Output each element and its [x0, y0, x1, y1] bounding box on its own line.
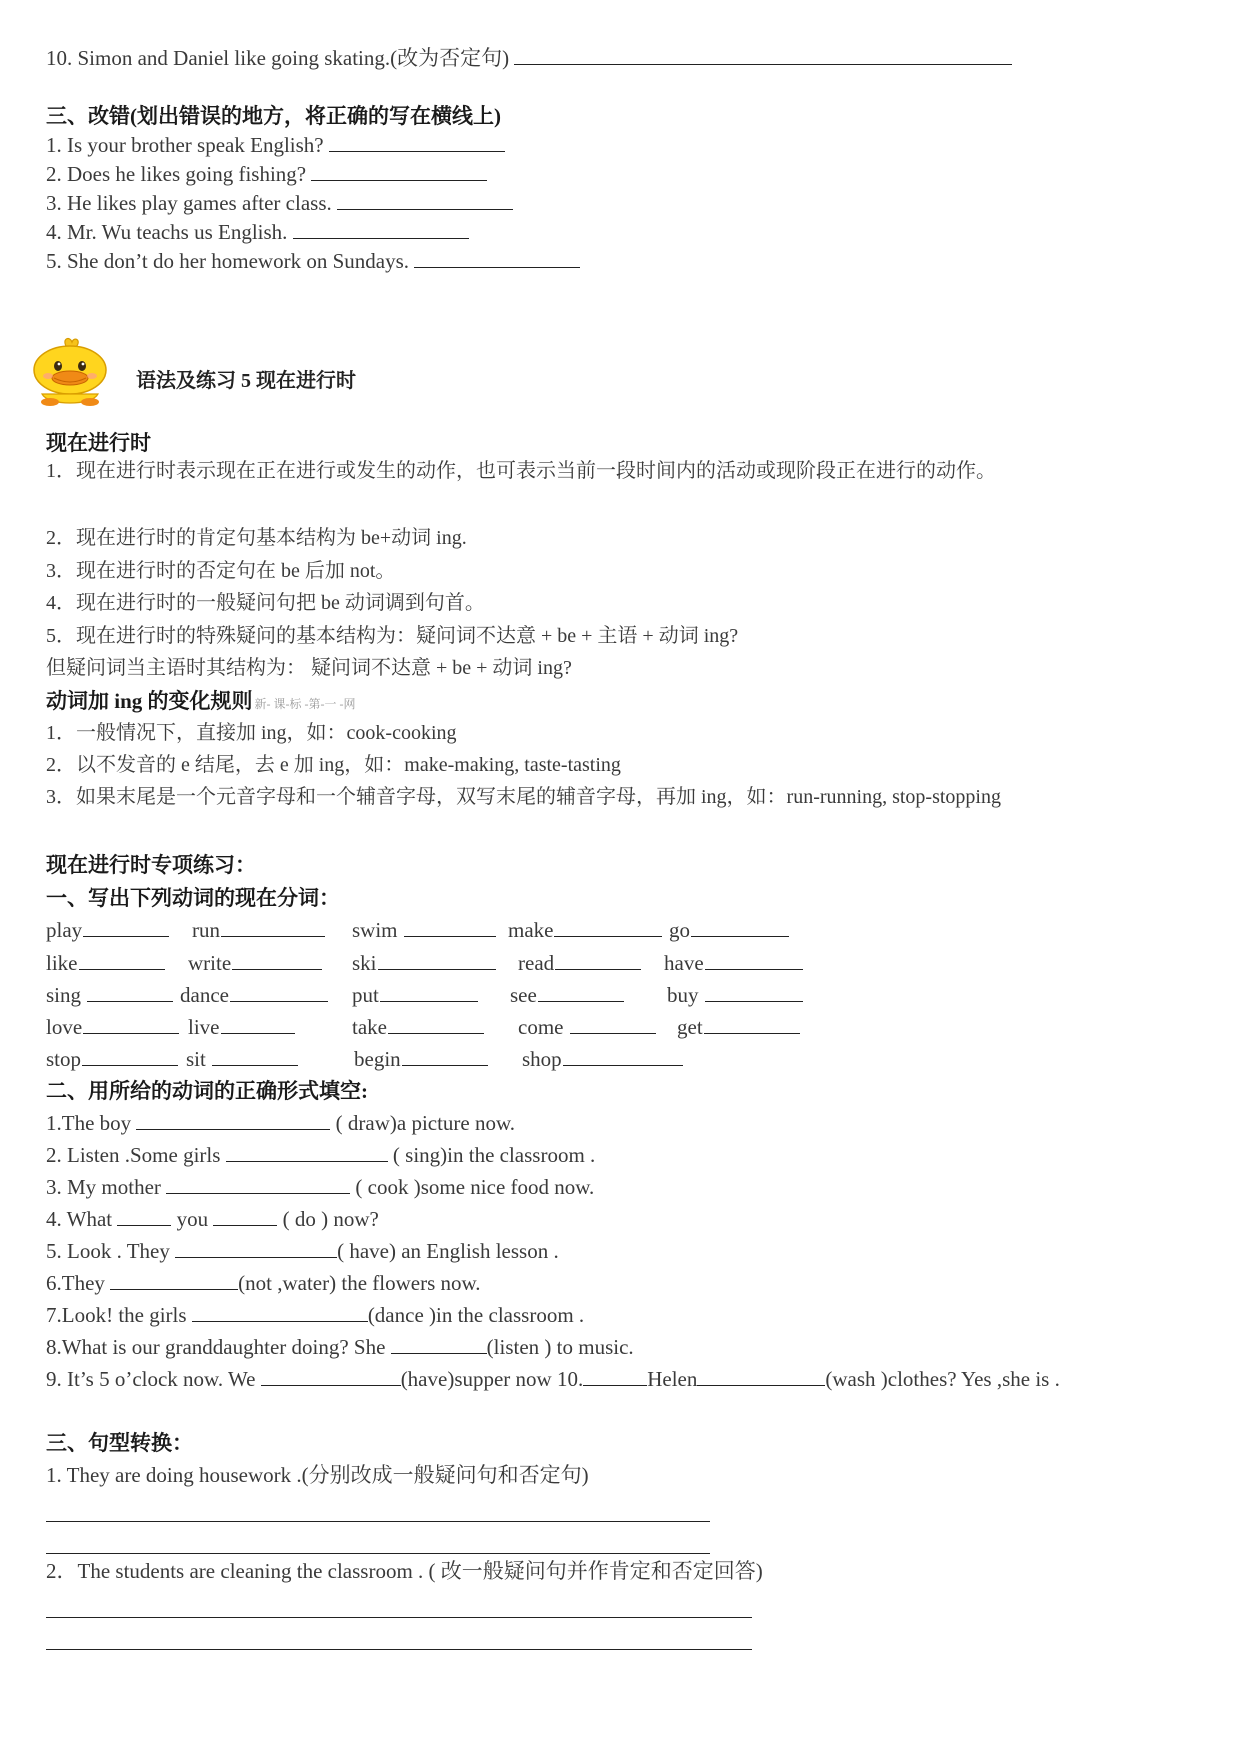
answer-blank[interactable] [414, 247, 580, 268]
section-title-participles: 一、写出下列动词的现在分词： [46, 886, 340, 910]
fill-item [46, 1109, 515, 1137]
verb-item [188, 1013, 295, 1041]
verb-label: buy [667, 983, 699, 1007]
answer-blank[interactable] [87, 981, 173, 1002]
answer-blank[interactable] [378, 949, 496, 970]
verb-label: see [510, 983, 537, 1007]
fill-item-hint: (not ,water) the flowers now. [238, 1271, 481, 1295]
fill-item-text: 2. Listen .Some girls [46, 1143, 221, 1167]
verb-label: read [518, 951, 555, 975]
correction-item [46, 189, 513, 217]
answer-blank[interactable] [514, 44, 1012, 65]
verb-item [46, 916, 169, 944]
verb-item [508, 916, 662, 944]
fill-item-text: 1.The boy [46, 1111, 132, 1135]
verb-item [354, 1045, 488, 1073]
answer-blank[interactable] [293, 218, 469, 239]
fill-item [46, 1301, 584, 1329]
answer-line[interactable] [46, 1521, 710, 1522]
fill-item [46, 1365, 1060, 1393]
verb-label: run [192, 918, 220, 942]
verb-label: take [352, 1015, 387, 1039]
answer-blank[interactable] [704, 1013, 800, 1034]
grammar-rule: 1．现在进行时表示现在正在进行或发生的动作，也可表示当前一段时间内的活动或现阶段正在进行的动作。 [46, 460, 996, 482]
answer-blank[interactable] [329, 131, 505, 152]
correction-item-text: 1. Is your brother speak English? [46, 133, 324, 157]
fill-item [46, 1205, 379, 1233]
grammar-rule: 2．现在进行时的肯定句基本结构为 be+动词 ing. [46, 527, 467, 549]
answer-blank[interactable] [110, 1269, 238, 1290]
answer-blank[interactable] [232, 949, 322, 970]
verb-label: come [518, 1015, 564, 1039]
verb-label: write [188, 951, 232, 975]
verb-item [180, 981, 328, 1009]
verb-item [667, 981, 803, 1009]
fill-item-hint: (wash )clothes? Yes ,she is . [825, 1367, 1060, 1391]
verb-item [510, 981, 624, 1009]
verb-item [518, 949, 641, 977]
verb-label: begin [354, 1047, 401, 1071]
answer-blank[interactable] [83, 916, 169, 937]
fill-item-hint: ( sing)in the classroom . [392, 1143, 596, 1167]
verb-item [664, 949, 803, 977]
answer-blank[interactable] [117, 1205, 171, 1226]
correction-item-text: 4. Mr. Wu teachs us English. [46, 220, 288, 244]
ing-rules-heading [46, 687, 356, 718]
verb-item [522, 1045, 683, 1073]
verb-label: play [46, 918, 83, 942]
verb-label: go [669, 918, 690, 942]
answer-blank[interactable] [136, 1109, 330, 1130]
lesson-title: 语法及练习 5 现在进行时 [136, 370, 356, 392]
answer-blank[interactable] [175, 1237, 337, 1258]
answer-blank[interactable] [388, 1013, 484, 1034]
answer-blank[interactable] [212, 1045, 298, 1066]
question-10-text: 10. Simon and Daniel like going skating.(改为否定句) [46, 46, 510, 70]
ing-rules-heading-text: 动词加 ing 的变化规则 [46, 689, 253, 713]
verb-label: stop [46, 1047, 82, 1071]
fill-item-text: 8.What is our granddaughter doing? She [46, 1335, 386, 1359]
answer-blank[interactable] [166, 1173, 350, 1194]
verb-label: swim [352, 918, 398, 942]
practice-title: 现在进行时专项练习： [46, 853, 256, 877]
answer-blank[interactable] [391, 1333, 487, 1354]
answer-line[interactable] [46, 1617, 752, 1618]
ing-rule: 1．一般情况下，直接加 ing，如：cook-cooking [46, 722, 457, 744]
fill-item [46, 1269, 481, 1297]
fill-item [46, 1237, 559, 1265]
answer-blank[interactable] [83, 1013, 179, 1034]
section-title-correction: 三、改错(划出错误的地方，将正确的写在横线上) [46, 104, 501, 128]
correction-item [46, 131, 505, 159]
verb-item [46, 949, 165, 977]
correction-item-text: 2. Does he likes going fishing? [46, 162, 307, 186]
verb-item [669, 916, 789, 944]
verb-label: like [46, 951, 78, 975]
fill-item-hint: ( draw)a picture now. [335, 1111, 516, 1135]
ing-rule: 3．如果末尾是一个元音字母和一个辅音字母，双写末尾的辅音字母，再加 ing，如：run-running, stop-stopping [46, 786, 1001, 808]
fill-item-text: 5. Look . They [46, 1239, 170, 1263]
verb-label: have [664, 951, 704, 975]
section-title-transform: 三、句型转换： [46, 1431, 193, 1455]
fill-item-hint: (dance )in the classroom . [367, 1303, 585, 1327]
grammar-rule: 但疑问词当主语时其结构为： 疑问词不达意 + be + 动词 ing? [46, 657, 572, 679]
verb-item [677, 1013, 800, 1041]
ing-rule: 2．以不发音的 e 结尾，去 e 加 ing，如：make-making, taste-tasting [46, 754, 621, 776]
fill-item-hint: ( do ) now? [282, 1207, 379, 1231]
answer-blank[interactable] [583, 1365, 647, 1386]
answer-line[interactable] [46, 1649, 752, 1650]
answer-blank[interactable] [705, 949, 803, 970]
verb-label: sing [46, 983, 82, 1007]
verb-item [352, 916, 496, 944]
fill-item-text: you [176, 1207, 209, 1231]
answer-blank[interactable] [402, 1045, 488, 1066]
verb-item [46, 1045, 178, 1073]
fill-item-text: 3. My mother [46, 1175, 161, 1199]
verb-item [352, 1013, 484, 1041]
fill-item-text: Helen [647, 1367, 698, 1391]
verb-label: live [188, 1015, 220, 1039]
answer-blank[interactable] [538, 981, 624, 1002]
verb-item [518, 1013, 656, 1041]
fill-item-hint: (have)supper now 10. [400, 1367, 584, 1391]
answer-blank[interactable] [555, 949, 641, 970]
fill-item-text: 9. It’s 5 o’clock now. We [46, 1367, 256, 1391]
answer-blank[interactable] [705, 981, 803, 1002]
answer-blank[interactable] [221, 1013, 295, 1034]
fill-item-text: 4. What [46, 1207, 113, 1231]
answer-blank[interactable] [404, 916, 496, 937]
watermark: 新- 课-标 -第-一 -网 [254, 697, 356, 711]
answer-line[interactable] [46, 1553, 710, 1554]
fill-item-text: 6.They [46, 1271, 105, 1295]
verb-item [46, 981, 173, 1009]
answer-blank[interactable] [82, 1045, 178, 1066]
grammar-rule: 5．现在进行时的特殊疑问的基本结构为：疑问词不达意 + be + 主语 + 动词 ing? [46, 625, 739, 647]
correction-item-text: 5. She don’t do her homework on Sundays. [46, 249, 409, 273]
answer-blank[interactable] [337, 189, 513, 210]
fill-item-hint: ( cook )some nice food now. [355, 1175, 595, 1199]
question-10 [46, 44, 1012, 72]
verb-item [46, 1013, 179, 1041]
verb-label: love [46, 1015, 83, 1039]
verb-label: dance [180, 983, 229, 1007]
fill-item [46, 1333, 634, 1361]
correction-item [46, 160, 487, 188]
answer-blank[interactable] [697, 1365, 825, 1386]
grammar-rule: 4．现在进行时的一般疑问句把 be 动词调到句首。 [46, 592, 485, 614]
answer-blank[interactable] [230, 981, 328, 1002]
verb-item [352, 949, 496, 977]
section-title-fill-in: 二、用所给的动词的正确形式填空: [46, 1079, 368, 1103]
grammar-heading: 现在进行时 [46, 431, 151, 455]
duck-mascot-icon [28, 336, 118, 408]
verb-label: make [508, 918, 554, 942]
transform-item: 1. They are doing housework .(分别改成一般疑问句和否定句) [46, 1463, 589, 1487]
verb-label: shop [522, 1047, 562, 1071]
transform-item: 2．The students are cleaning the classroom . ( 改一般疑问句并作肯定和否定回答) [46, 1559, 763, 1583]
fill-item-hint: (listen ) to music. [486, 1335, 634, 1359]
answer-blank[interactable] [691, 916, 789, 937]
answer-blank[interactable] [563, 1045, 683, 1066]
answer-blank[interactable] [570, 1013, 656, 1034]
fill-item-hint: ( have) an English lesson . [337, 1239, 559, 1263]
fill-item [46, 1141, 595, 1169]
grammar-rule: 3．现在进行时的否定句在 be 后加 not。 [46, 560, 396, 582]
answer-blank[interactable] [311, 160, 487, 181]
answer-blank[interactable] [554, 916, 662, 937]
correction-item [46, 218, 469, 246]
verb-label: get [677, 1015, 703, 1039]
verb-label: ski [352, 951, 377, 975]
answer-blank[interactable] [380, 981, 478, 1002]
verb-item [186, 1045, 298, 1073]
answer-blank[interactable] [261, 1365, 401, 1386]
answer-blank[interactable] [192, 1301, 368, 1322]
answer-blank[interactable] [226, 1141, 388, 1162]
verb-item [188, 949, 322, 977]
answer-blank[interactable] [213, 1205, 277, 1226]
verb-label: put [352, 983, 379, 1007]
verb-label: sit [186, 1047, 206, 1071]
correction-item-text: 3. He likes play games after class. [46, 191, 332, 215]
fill-item [46, 1173, 594, 1201]
correction-item [46, 247, 580, 275]
answer-blank[interactable] [79, 949, 165, 970]
answer-blank[interactable] [221, 916, 325, 937]
verb-item [192, 916, 325, 944]
verb-item [352, 981, 478, 1009]
fill-item-text: 7.Look! the girls [46, 1303, 187, 1327]
